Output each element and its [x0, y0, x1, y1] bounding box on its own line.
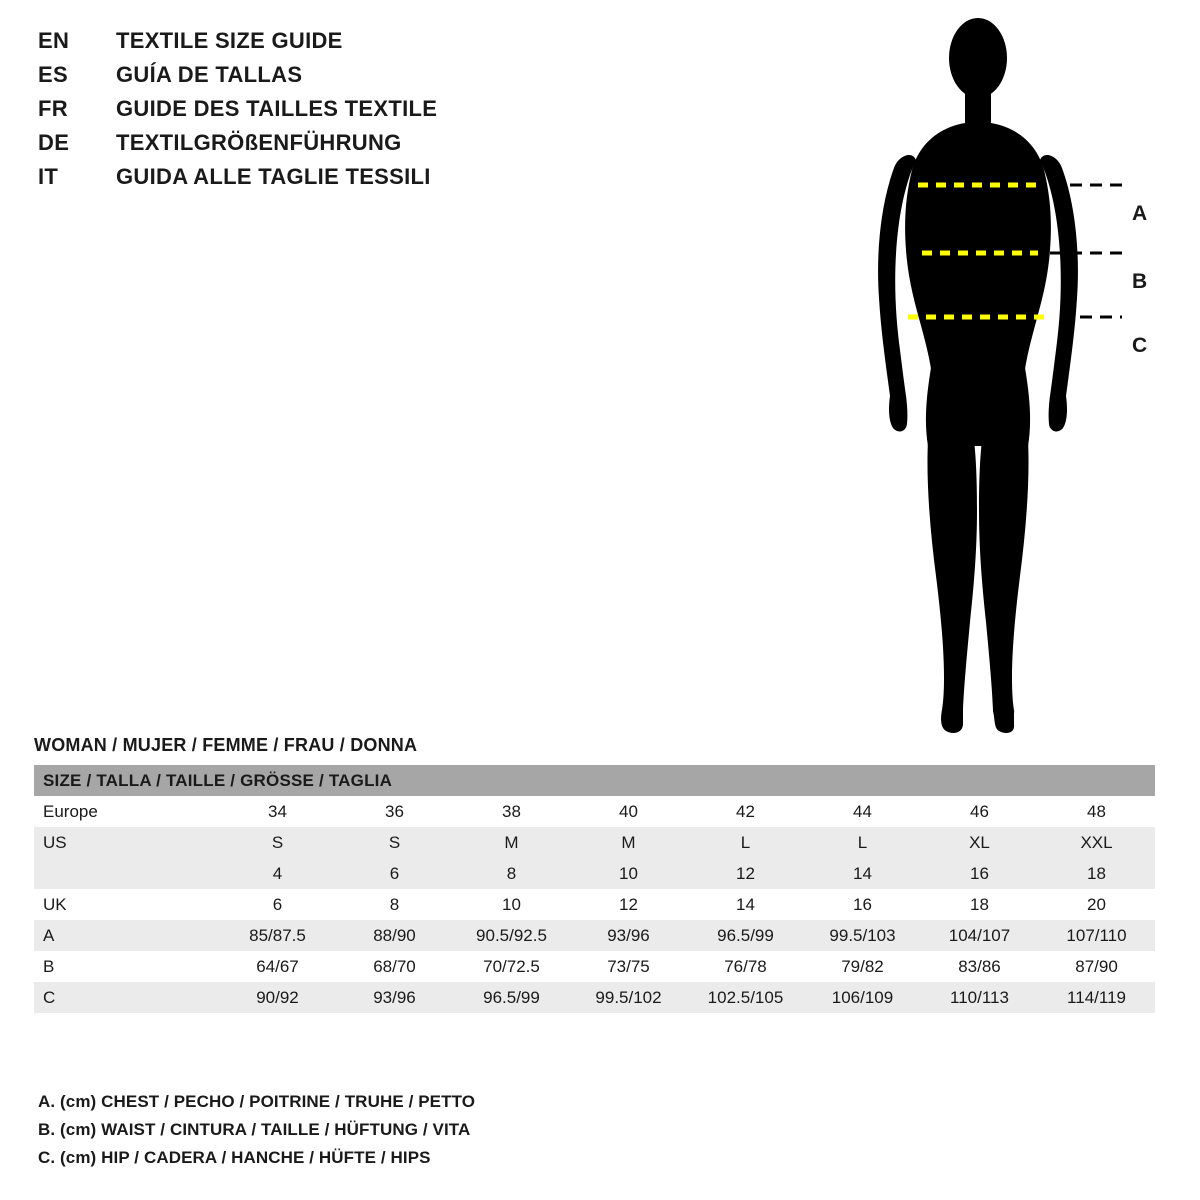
row-label: C [34, 982, 219, 1013]
cell: 8 [336, 889, 453, 920]
measurement-legend [38, 1088, 938, 1172]
cell: 48 [1038, 796, 1155, 827]
cell: 44 [804, 796, 921, 827]
table-row [34, 796, 1155, 827]
cell: 34 [219, 796, 336, 827]
language-title: TEXTILGRÖßENFÜHRUNG [116, 130, 402, 155]
cell: 76/78 [687, 951, 804, 982]
cell: 106/109 [804, 982, 921, 1013]
cell: M [453, 827, 570, 858]
row-label: A [34, 920, 219, 951]
cell: 12 [570, 889, 687, 920]
cell: 42 [687, 796, 804, 827]
language-title: TEXTILE SIZE GUIDE [116, 28, 343, 53]
cell: M [570, 827, 687, 858]
cell: 18 [1038, 858, 1155, 889]
cell: 96.5/99 [453, 982, 570, 1013]
cell: 10 [570, 858, 687, 889]
cell: 6 [219, 889, 336, 920]
cell: 18 [921, 889, 1038, 920]
cell: 90.5/92.5 [453, 920, 570, 951]
cell: 14 [804, 858, 921, 889]
cell: 93/96 [336, 982, 453, 1013]
cell: XXL [1038, 827, 1155, 858]
female-silhouette-icon [860, 10, 1190, 740]
language-title-list [38, 28, 678, 198]
table-row [34, 827, 1155, 858]
cell: L [687, 827, 804, 858]
cell: 83/86 [921, 951, 1038, 982]
size-header-cell: SIZE / TALLA / TAILLE / GRÖSSE / TAGLIA [34, 765, 1155, 796]
language-code: ES [38, 62, 68, 87]
cell: 8 [453, 858, 570, 889]
table-header-row [34, 765, 1155, 796]
language-row [38, 164, 678, 198]
language-row [38, 96, 678, 130]
cell: 104/107 [921, 920, 1038, 951]
cell: S [219, 827, 336, 858]
cell: 79/82 [804, 951, 921, 982]
table-row [34, 982, 1155, 1013]
cell: 110/113 [921, 982, 1038, 1013]
table-row [34, 951, 1155, 982]
row-label [34, 858, 219, 889]
legend-line-a: A. (cm) CHEST / PECHO / POITRINE / TRUHE / PETTO [38, 1092, 476, 1111]
legend-line-c: C. (cm) HIP / CADERA / HANCHE / HÜFTE / HIPS [38, 1148, 431, 1167]
body-measurement-figure [860, 10, 1190, 740]
language-title: GUIDE DES TAILLES TEXTILE [116, 96, 438, 121]
cell: 99.5/103 [804, 920, 921, 951]
language-row [38, 28, 678, 62]
cell: S [336, 827, 453, 858]
cell: L [804, 827, 921, 858]
cell: 102.5/105 [687, 982, 804, 1013]
size-table [34, 765, 1155, 1013]
cell: 88/90 [336, 920, 453, 951]
cell: 73/75 [570, 951, 687, 982]
measure-label-b: B [1132, 270, 1148, 293]
cell: 96.5/99 [687, 920, 804, 951]
language-code: EN [38, 28, 70, 53]
cell: 93/96 [570, 920, 687, 951]
cell: XL [921, 827, 1038, 858]
language-code: IT [38, 164, 59, 189]
cell: 6 [336, 858, 453, 889]
table-row [34, 889, 1155, 920]
row-label: US [34, 827, 219, 858]
legend-line-b: B. (cm) WAIST / CINTURA / TAILLE / HÜFTUNG / VITA [38, 1120, 471, 1139]
cell: 114/119 [1038, 982, 1155, 1013]
cell: 46 [921, 796, 1038, 827]
cell: 16 [921, 858, 1038, 889]
cell: 64/67 [219, 951, 336, 982]
cell: 10 [453, 889, 570, 920]
language-code: FR [38, 96, 68, 121]
measure-label-c: C [1132, 334, 1148, 357]
cell: 40 [570, 796, 687, 827]
cell: 70/72.5 [453, 951, 570, 982]
cell: 68/70 [336, 951, 453, 982]
cell: 99.5/102 [570, 982, 687, 1013]
gender-label: WOMAN / MUJER / FEMME / FRAU / DONNA [34, 735, 418, 755]
row-label: UK [34, 889, 219, 920]
row-label: B [34, 951, 219, 982]
language-row [38, 62, 678, 96]
language-title: GUIDA ALLE TAGLIE TESSILI [116, 164, 431, 189]
measure-label-a: A [1132, 202, 1148, 225]
cell: 4 [219, 858, 336, 889]
cell: 87/90 [1038, 951, 1155, 982]
cell: 14 [687, 889, 804, 920]
table-row [34, 920, 1155, 951]
language-code: DE [38, 130, 70, 155]
cell: 20 [1038, 889, 1155, 920]
table-row [34, 858, 1155, 889]
cell: 38 [453, 796, 570, 827]
cell: 107/110 [1038, 920, 1155, 951]
cell: 90/92 [219, 982, 336, 1013]
language-row [38, 130, 678, 164]
size-table-section [34, 735, 1174, 1013]
row-label: Europe [34, 796, 219, 827]
language-title: GUÍA DE TALLAS [116, 62, 303, 87]
cell: 36 [336, 796, 453, 827]
cell: 85/87.5 [219, 920, 336, 951]
cell: 16 [804, 889, 921, 920]
cell: 12 [687, 858, 804, 889]
